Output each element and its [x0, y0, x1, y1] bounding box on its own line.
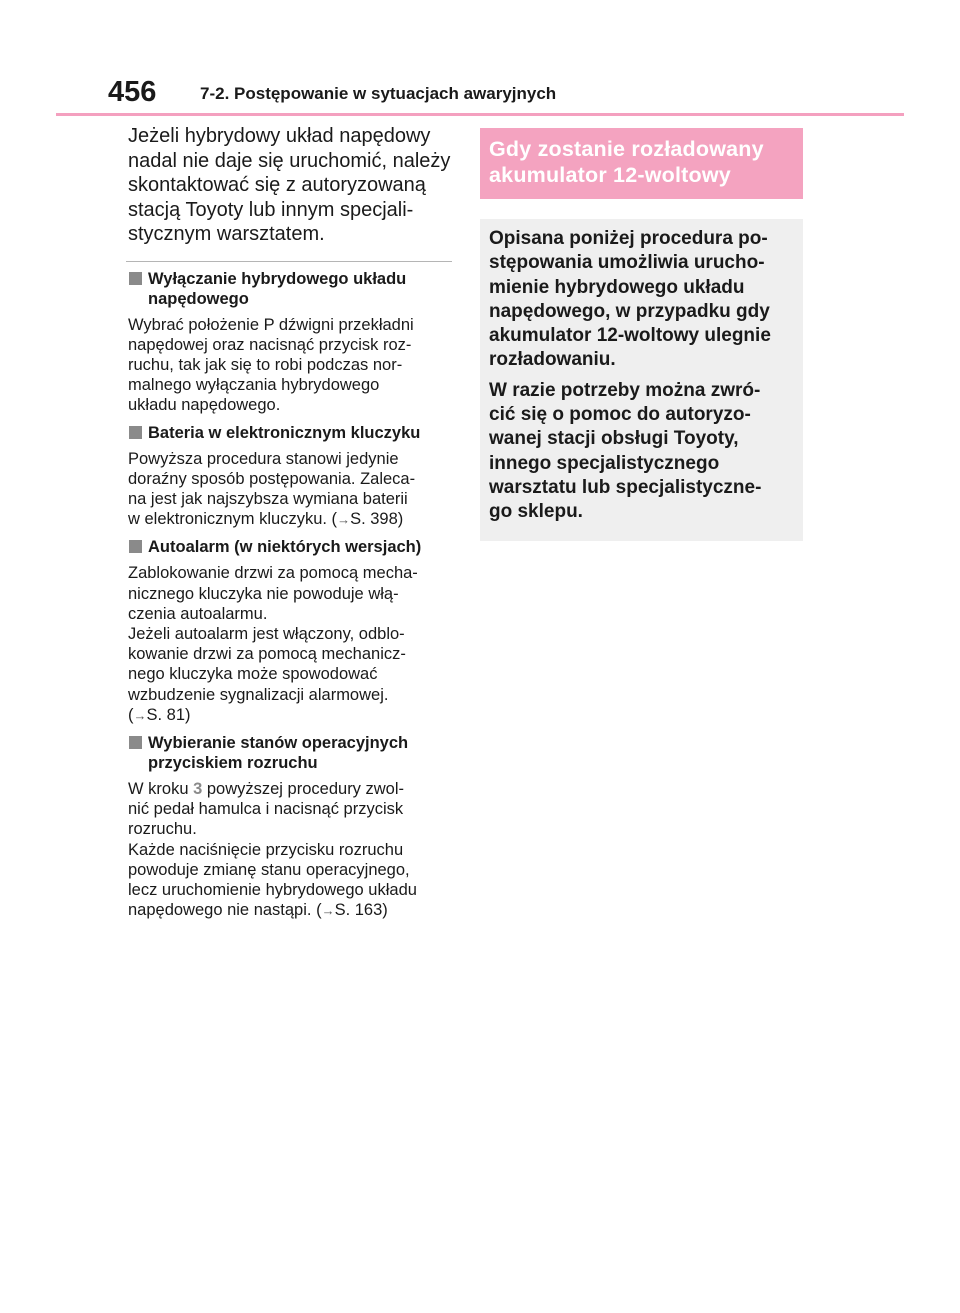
note-body-line: nić pedał hamulca i nacisnąć przycisk	[128, 800, 404, 819]
section-title: 7-2. Postępowanie w sytuacjach awaryjnych	[200, 84, 557, 103]
note-body-line: na jest jak najszybsza wymiana baterii	[128, 489, 408, 508]
note-body-line: Powyższa procedura stanowi jedynie	[128, 449, 399, 468]
sidebar-line: akumulator 12-woltowy ulegnie	[489, 325, 771, 347]
square-bullet-icon	[129, 272, 142, 285]
note-body-line: Jeżeli autoalarm jest włączony, odblo-	[128, 624, 405, 643]
note-heading	[128, 269, 452, 309]
page-number: 456	[108, 76, 157, 108]
page-reference-link[interactable]: S. 163)	[334, 901, 388, 920]
note-body-line: w elektronicznym kluczyku. (→S. 398)	[128, 510, 404, 529]
note-body-line: nego kluczyka może spowodować	[128, 665, 378, 684]
intro-paragraph	[128, 124, 452, 247]
note-body	[128, 779, 452, 921]
note-heading-line: Bateria w elektronicznym kluczyku	[148, 423, 421, 442]
section-divider	[126, 261, 452, 262]
sidebar-title-box	[480, 128, 803, 199]
note-body-line: układu napędowego.	[128, 396, 281, 415]
left-column	[128, 124, 452, 928]
arrow-right-icon: →	[133, 707, 147, 723]
note-heading-line: Wybieranie stanów operacyjnych	[148, 733, 409, 752]
header-rule	[56, 113, 904, 116]
note-body	[128, 449, 452, 531]
page-reference-link[interactable]: S. 398)	[350, 510, 404, 529]
page-reference-link[interactable]: S. 81)	[146, 705, 191, 724]
sidebar-paragraph	[489, 227, 794, 373]
sidebar-line: wanej stacji obsługi Toyoty,	[489, 428, 739, 450]
note-heading-line: napędowego	[148, 289, 249, 308]
note-body-line: rozruchu.	[128, 820, 197, 839]
note-body-line: (→S. 81)	[128, 705, 191, 724]
sidebar-line: go sklepu.	[489, 501, 583, 523]
note-body-line: nicznego kluczyka nie powoduje włą-	[128, 584, 399, 603]
note-body-line: Każde naciśnięcie przycisku rozruchu	[128, 840, 404, 859]
sidebar-title-line: akumulator 12-woltowy	[489, 163, 731, 187]
note-wylaczanie	[128, 269, 452, 416]
note-body	[128, 563, 452, 726]
note-body-line: malnego wyłączania hybrydowego	[128, 376, 380, 395]
sidebar-line: Opisana poniżej procedura po-	[489, 228, 768, 249]
note-body	[128, 315, 452, 416]
square-bullet-icon	[129, 736, 142, 749]
note-heading	[128, 423, 452, 443]
note-body-line: doraźny sposób postępowania. Zaleca-	[128, 469, 416, 488]
arrow-right-icon: →	[321, 903, 335, 919]
page-header	[108, 76, 904, 116]
note-bateria	[128, 423, 452, 531]
intro-line: stacją Toyoty lub innym specjali-	[128, 198, 414, 221]
right-column	[480, 128, 803, 541]
square-bullet-icon	[129, 426, 142, 439]
note-body-line: lecz uruchomienie hybrydowego układu	[128, 880, 417, 899]
note-heading	[128, 537, 452, 557]
sidebar-line: stępowania umożliwia urucho-	[489, 252, 765, 274]
note-heading	[128, 733, 452, 773]
intro-line: stycznym warsztatem.	[128, 223, 325, 245]
note-body-line: kowanie drzwi za pomocą mechanicz-	[128, 645, 406, 664]
sidebar-line: cić się o pomoc do autoryzo-	[489, 404, 751, 426]
note-wybieranie	[128, 733, 452, 921]
note-heading-line: przyciskiem rozruchu	[148, 753, 318, 772]
sidebar-line: innego specjalistycznego	[489, 452, 720, 474]
note-autoalarm	[128, 537, 452, 726]
note-body-line: wzbudzenie sygnalizacji alarmowej.	[128, 685, 389, 704]
step-number-badge: 3	[193, 779, 203, 798]
sidebar-paragraph	[489, 379, 794, 525]
note-body-line: powoduje zmianę stanu operacyjnego,	[128, 860, 410, 879]
note-heading-line: Wyłączanie hybrydowego układu	[148, 269, 407, 288]
sidebar-line: W razie potrzeby można zwró-	[489, 379, 761, 401]
note-heading-line: Autoalarm (w niektórych wersjach)	[148, 538, 422, 557]
intro-line: nadal nie daje się uruchomić, należy	[128, 149, 451, 172]
sidebar-title-line: Gdy zostanie rozładowany	[489, 137, 764, 161]
sidebar-line: rozładowaniu.	[489, 349, 616, 371]
intro-line: Jeżeli hybrydowy układ napędowy	[128, 125, 431, 147]
square-bullet-icon	[129, 540, 142, 553]
intro-line: skontaktować się z autoryzowaną	[128, 174, 426, 196]
note-body-line: napędowej oraz nacisnąć przycisk roz-	[128, 335, 412, 354]
sidebar-line: warsztatu lub specjalistyczne-	[489, 476, 762, 498]
arrow-right-icon: →	[337, 512, 351, 528]
note-body-line: W kroku 3 powyższej procedury zwol-	[128, 779, 405, 798]
sidebar-line: napędowego, w przypadku gdy	[489, 300, 770, 322]
sidebar-info-box	[480, 219, 803, 541]
note-body-line: czenia autoalarmu.	[128, 604, 268, 623]
note-body-line: Zablokowanie drzwi za pomocą mecha-	[128, 564, 418, 583]
note-body-line: Wybrać położenie P dźwigni przekładni	[128, 315, 414, 334]
sidebar-line: mienie hybrydowego układu	[489, 276, 745, 298]
note-body-line: ruchu, tak jak się to robi podczas nor-	[128, 355, 403, 374]
note-body-line: napędowego nie nastąpi. (→S. 163)	[128, 901, 388, 920]
